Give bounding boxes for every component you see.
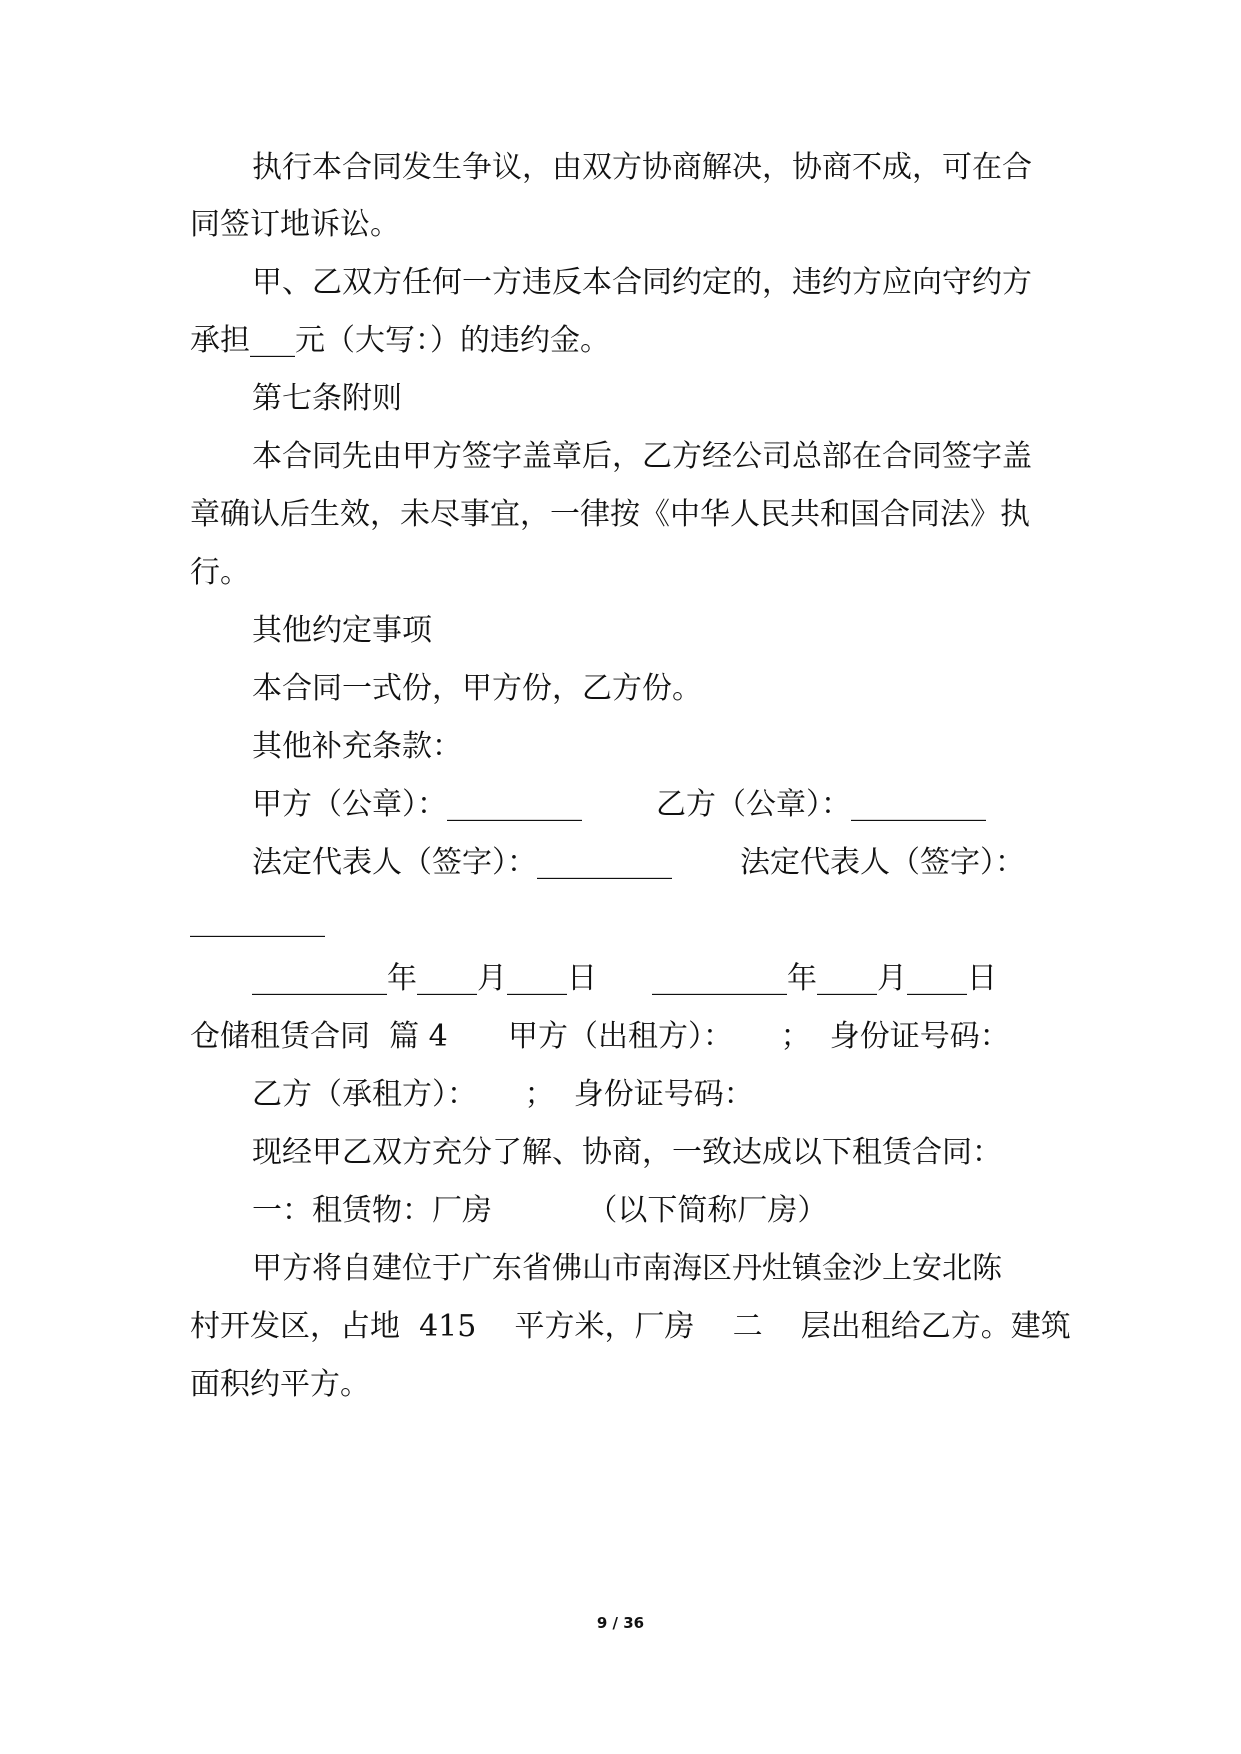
page-number: 9 / 36 <box>596 1614 645 1632</box>
paragraph-line: 执行本合同发生争议，由双方协商解决，协商不成，可在合 <box>252 150 1032 185</box>
paragraph-line: 行。 <box>190 555 250 590</box>
signature-blank: _________ <box>190 903 325 938</box>
paragraph-line: 现经甲乙双方充分了解、协商，一致达成以下租赁合同： <box>252 1135 1002 1170</box>
paragraph-line: 本合同一式份，甲方份，乙方份。 <box>252 671 702 706</box>
lessor-info: 甲方（出租方）： ； 身份证号码： <box>508 1019 1010 1054</box>
section-heading: 第七条附则 <box>252 381 402 416</box>
paragraph-line: 甲方将自建位于广东省佛山市南海区丹灶镇金沙上安北陈 <box>252 1251 1002 1286</box>
party-a-representative: 法定代表人（签字）：_________ <box>252 845 672 880</box>
paragraph-line: 本合同先由甲方签字盖章后，乙方经公司总部在合同签字盖 <box>252 439 1032 474</box>
paragraph-line: 其他补充条款： <box>252 729 462 764</box>
lease-item: 一：租赁物：厂房 （以下简称厂房） <box>252 1193 828 1228</box>
paragraph-line: 面积约平方。 <box>190 1367 370 1402</box>
paragraph-line: 同签订地诉讼。 <box>190 207 400 242</box>
paragraph-line: 甲、乙双方任何一方违反本合同约定的，违约方应向守约方 <box>252 265 1032 300</box>
lessee-info: 乙方（承租方）： ； 身份证号码： <box>252 1077 754 1112</box>
paragraph-line: 承担___元（大写：）的违约金。 <box>190 323 610 358</box>
paragraph-line: 章确认后生效，未尽事宜，一律按《中华人民共和国合同法》执 <box>190 497 1030 532</box>
party-b-seal: 乙方（公章）：_________ <box>656 787 986 822</box>
party-a-date: _________年____月____日 <box>252 961 597 996</box>
party-b-representative: 法定代表人（签字）： <box>740 845 1025 880</box>
paragraph-line: 其他约定事项 <box>252 613 432 648</box>
party-b-date: _________年____月____日 <box>652 961 997 996</box>
contract-title: 仓储租赁合同 篇 4 <box>190 1019 448 1054</box>
party-a-seal: 甲方（公章）：_________ <box>252 787 582 822</box>
paragraph-line: 村开发区，占地 415 平方米，厂房 二 层出租给乙方。建筑 <box>190 1309 1071 1344</box>
